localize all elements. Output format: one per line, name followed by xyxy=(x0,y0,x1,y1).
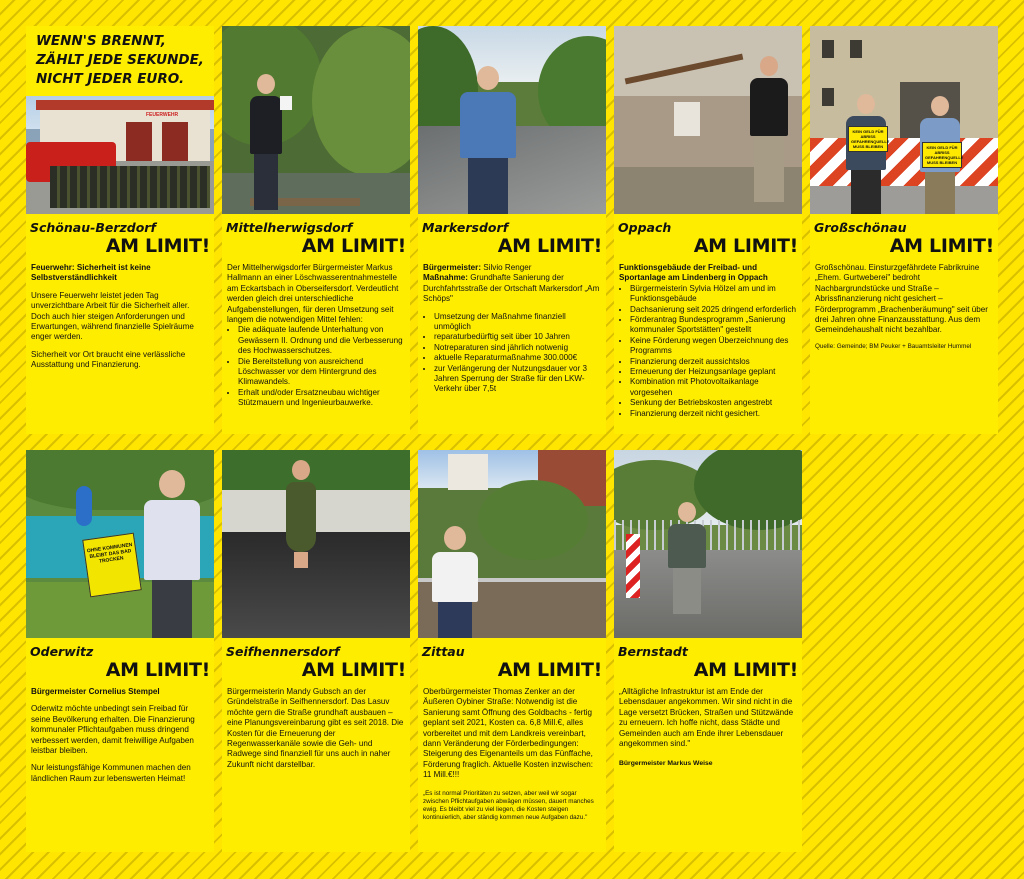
card-grossschoenau xyxy=(810,26,998,434)
am-limit-label: AM LIMIT! xyxy=(889,235,994,257)
protest-sign: KEIN GELD FÜR ABRISS GEFAHRENQUELLE MUSS BLEIBEN xyxy=(848,126,888,152)
photo-creek xyxy=(222,26,410,214)
card-source: Quelle: Gemeinde; BM Peuker + Bauamtsleiter Hummel xyxy=(815,342,972,350)
card-paragraph: Der Mittelherwigsdorfer Bürgermeister Markus Hallmann an einer Löschwasserentnahmestelle am Eckartsbach in Oberseifersdorf. Verdeutlicht werden gleich drei unterschiedliche Aufgabenstellungen, für deren Umsetzung seit langem die notwendigen Mittel fehlen: xyxy=(227,263,399,325)
photo-damaged-ceiling xyxy=(614,26,802,214)
card-lead: Bürgermeister Cornelius Stempel xyxy=(31,687,160,696)
lead-value: Grundhafte Sanierung der Durchfahrtsstraße der Ortschaft Markersdorf „Am Schöps" xyxy=(423,273,600,304)
list-item: • Die Bereitstellung von ausreichend Löschwasser vor dem Hintergrund des Klimawandels. xyxy=(238,357,405,388)
card-seifhennersdorf xyxy=(222,450,410,852)
place-name: Schönau-Berzdorf xyxy=(30,220,156,235)
card-lead: Funktionsgebäude der Freibad- und Sportanlage am Lindenberg in Oppach xyxy=(619,263,768,283)
list-item: • Finanzierung derzeit nicht gesichert. xyxy=(630,409,797,419)
card-text xyxy=(222,259,410,409)
warning-post xyxy=(626,534,640,598)
house xyxy=(448,454,488,490)
list-item: • Bürgermeisterin Sylvia Hölzel am und im Funktionsgebäude xyxy=(630,284,797,305)
photo-village-road xyxy=(418,26,606,214)
card-text xyxy=(26,683,214,784)
asphalt-road xyxy=(222,532,410,638)
card-paragraph: Oderwitz möchte unbedingt sein Freibad für seine Bevölkerung erhalten. Die Finanzierung kommunaler Pflichtaufgaben muss dringend verbessert werden, damit freiwillige Aufgaben leistbar bleiben. xyxy=(31,704,195,756)
card-text xyxy=(614,259,802,419)
card-quote: „Es ist normal Prioritäten zu setzen, aber weil wir sogar zwischen Pflichtaufgaben abwägen müssen, dauert manches ewig. Es bleibt viel zu viel liegen, die Kosten steigen kontinuierlich, aber ständig kommen neue Aufgaben dazu." xyxy=(423,789,594,822)
photo-creek-street xyxy=(418,450,606,638)
card-paragraph: Unsere Feuerwehr leistet jeden Tag unverzichtbare Arbeit für die Sicherheit aller. Doch auch hier steigen Anforderungen und Erwartungen, während finanzielle Spielräume enger werden. xyxy=(31,290,194,342)
paper-sheet xyxy=(280,96,292,110)
card-text xyxy=(810,259,998,351)
mayor-figure xyxy=(432,526,478,638)
card-schoenau-berzdorf xyxy=(26,26,214,434)
lead-label: Maßnahme: xyxy=(423,273,468,283)
mayor-figure xyxy=(668,502,706,614)
card-bullet-list xyxy=(619,284,797,419)
am-limit-label: AM LIMIT! xyxy=(693,659,798,681)
card-bullet-list xyxy=(423,312,601,395)
mayor-figure xyxy=(750,56,788,202)
photo-damaged-street xyxy=(222,450,410,638)
card-paragraph: Oberbürgermeister Thomas Zenker an der Äußeren Oybiner Straße: Notwendig ist die Sanierung samt Öffnung des Goldbachs - fertig geplant seit 2021, Kosten ca. 6,8 Mill.€, alles vorbereitet und mit dem Landkreis vereinbart, dann Veränderung der Förderbedingungen: Steigerung des Eigenanteils um das Fünffache, Förderung fraglich. Aktuelle Kosten inzwischen: 11 Mill.€!!! xyxy=(423,687,594,780)
card-lead: Feuerwehr: Sicherheit ist keine Selbstverständlichkeit xyxy=(31,263,151,283)
fire-station-sign: FEUERWEHR xyxy=(146,112,179,118)
bridge-railing xyxy=(614,520,802,550)
card-bullet-list xyxy=(227,325,405,408)
list-item: • Förderantrag Bundesprogramm „Sanierung kommunaler Sportstätten" gestellt xyxy=(630,315,797,336)
mayor-figure xyxy=(460,66,516,214)
card-paragraph: Nur leistungsfähige Kommunen machen den ländlichen Raum zur lebenswerten Heimat! xyxy=(31,763,191,783)
list-item: • Dachsanierung seit 2025 dringend erforderlich xyxy=(630,305,797,315)
list-item: • aktuelle Reparaturmaßnahme 300.000€ xyxy=(434,353,601,363)
campaign-headline xyxy=(26,26,214,96)
place-name: Seifhennersdorf xyxy=(226,644,340,659)
lead-label: Bürgermeister: xyxy=(423,263,482,272)
place-name: Mittelherwigsdorf xyxy=(226,220,353,235)
barrier xyxy=(810,138,998,186)
headline-line-3: NICHT JEDER EURO. xyxy=(36,71,185,87)
protest-sign: KEIN GELD FÜR ABRISS GEFAHRENQUELLE MUSS BLEIBEN xyxy=(922,142,962,168)
list-item: • Erhalt und/oder Ersatzneubau wichtiger Stützmauern und Ingenieurbauwerke. xyxy=(238,388,405,409)
am-limit-label: AM LIMIT! xyxy=(301,235,406,257)
water-slide xyxy=(76,486,92,526)
mayor-figure xyxy=(286,460,316,568)
card-markersdorf xyxy=(418,26,606,434)
list-item: • Finanzierung derzeit aussichtslos xyxy=(630,357,797,367)
am-limit-label: AM LIMIT! xyxy=(105,235,210,257)
card-text xyxy=(614,683,802,770)
list-item: • Kombination mit Photovoltaikanlage vorgesehen xyxy=(630,377,797,398)
card-mittelherwigsdorf xyxy=(222,26,410,434)
card-oderwitz xyxy=(26,450,214,852)
place-name: Oppach xyxy=(618,220,672,235)
list-item: • Umsetzung der Maßnahme finanziell unmöglich xyxy=(434,312,601,333)
mayor-figure xyxy=(846,94,886,214)
list-item: • Notreparaturen sind jährlich notwenig xyxy=(434,343,601,353)
card-text xyxy=(222,683,410,770)
card-text xyxy=(418,683,606,822)
place-name: Zittau xyxy=(422,644,465,659)
headline-line-2: ZÄHLT JEDE SEKUNDE, xyxy=(36,52,204,68)
photo-factory-ruin xyxy=(810,26,998,214)
list-item: • reparaturbedürftig seit über 10 Jahren xyxy=(434,332,601,342)
card-quote: „Alltägliche Infrastruktur ist am Ende der Lebensdauer angekommen. Wir sind nicht in die Lage versetzt Brücken, Straßen und Stützwände zu erneuern. Ich hoffe nicht, dass Städte und Gemeinden auch am Ende ihrer Lebensdauer angekommen sind." xyxy=(619,687,794,749)
am-limit-label: AM LIMIT! xyxy=(497,659,602,681)
place-name: Großschönau xyxy=(814,220,907,235)
headline-line-1: WENN'S BRENNT, xyxy=(36,33,166,49)
card-paragraph: Großschönau. Einsturzgefährdete Fabrikruine „Ehem. Gurtweberei" bedroht Nachbargrundstücke und Straße – Abrissfinanzierung nicht gesichert – Förderprogramm „Brachenberäumung" seit über drei Jahren ohne Finanzausstattung. Aus dem Gemeindehaushalt nicht bezahlbar. xyxy=(815,263,988,335)
place-name: Oderwitz xyxy=(30,644,94,659)
card-paragraph: Bürgermeisterin Mandy Gubsch an der Gründelstraße in Seifhennersdorf. Das Lasuv möchte gern die Straße grundhaft ausbauen – eine Planungsvereinbarung gibt es seit 2018. Die Kosten für die Erneuerung der Regenwasserkanäle sowie die Geh- und Radwege sind finanziell für uns auch in naher Zukunft nicht darstellbar. xyxy=(227,687,404,769)
card-zittau xyxy=(418,450,606,852)
place-name: Bernstadt xyxy=(618,644,688,659)
card-paragraph: Sicherheit vor Ort braucht eine verlässliche Ausstattung und Finanzierung. xyxy=(31,349,186,370)
photo-open-air-pool xyxy=(26,450,214,638)
photo-bridge xyxy=(614,450,802,638)
lead-value: Silvio Renger xyxy=(483,263,532,272)
card-signature: Bürgermeister Markus Weise xyxy=(619,760,713,768)
retaining-wall xyxy=(222,490,410,532)
am-limit-label: AM LIMIT! xyxy=(301,659,406,681)
card-bernstadt xyxy=(614,450,802,852)
am-limit-label: AM LIMIT! xyxy=(497,235,602,257)
bridge-deck xyxy=(614,550,802,638)
campaign-poster: OHNE KOMMUNEN BLEIBT DAS BAD TROCKEN xyxy=(82,533,142,598)
place-name: Markersdorf xyxy=(422,220,509,235)
card-text xyxy=(418,259,606,395)
card-lead-line xyxy=(423,263,601,273)
list-item: • Die adäquate laufende Unterhaltung von Gewässern II. Ordnung und die Verbesserung des Hochwasserschutzes. xyxy=(238,325,405,356)
card-lead-line xyxy=(423,273,601,304)
firefighter-group xyxy=(50,166,210,208)
list-item: • Senkung der Betriebskosten angestrebt xyxy=(630,398,797,408)
am-limit-label: AM LIMIT! xyxy=(105,659,210,681)
mayor-figure xyxy=(250,74,282,210)
list-item: • Erneuerung der Heizungsanlage geplant xyxy=(630,367,797,377)
mayor-figure xyxy=(144,470,200,638)
card-oppach xyxy=(614,26,802,434)
list-item: • Keine Förderung wegen Überzeichnung des Programms xyxy=(630,336,797,357)
card-text xyxy=(26,259,214,371)
list-item: • zur Verlängerung der Nutzungsdauer vor 3 Jahren Sperrung der Straße für den LKW-Verkehr über 7,5t xyxy=(434,364,601,395)
am-limit-label: AM LIMIT! xyxy=(693,235,798,257)
